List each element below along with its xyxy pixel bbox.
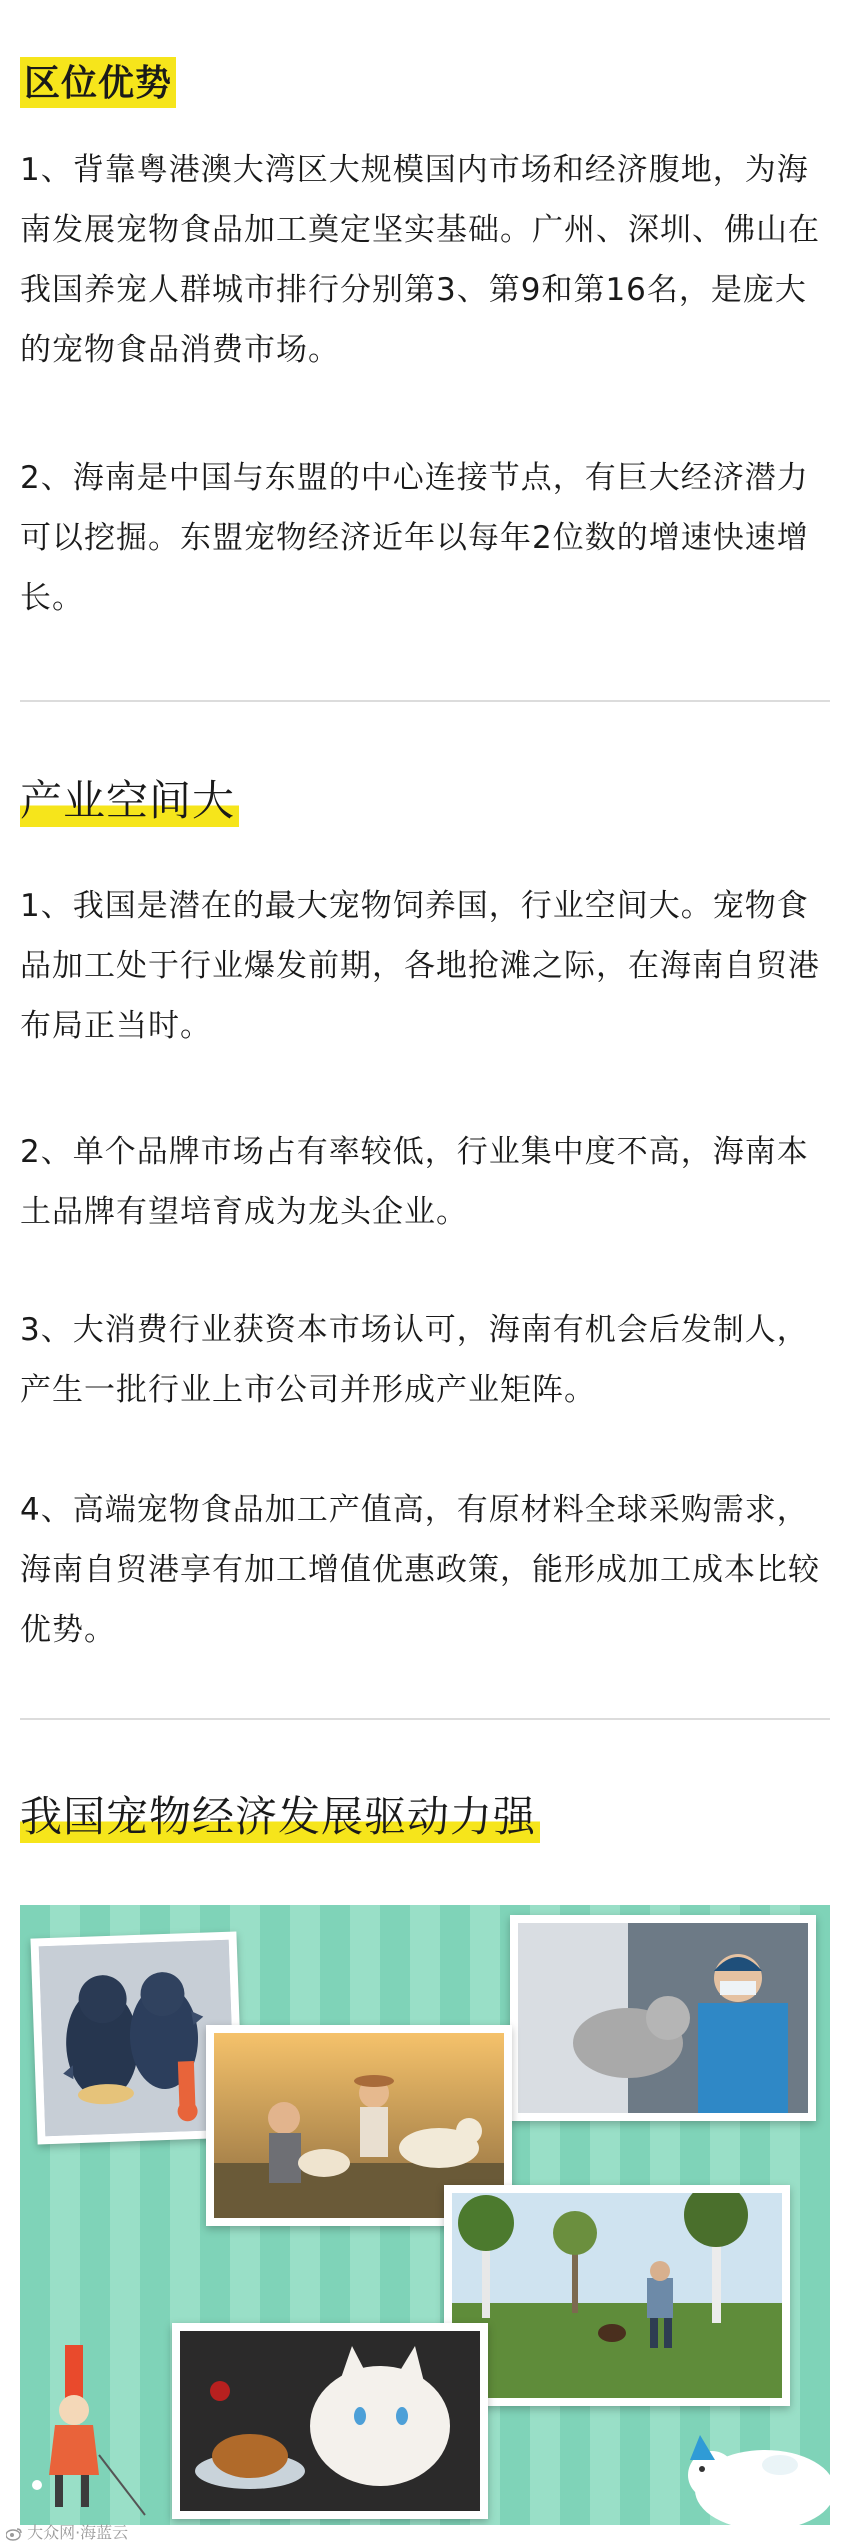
photo-cat-mooncake bbox=[172, 2323, 488, 2519]
section-title-location bbox=[20, 63, 176, 104]
watermark-text: 大众网·海蓝云 bbox=[27, 2523, 129, 2542]
cartoon-bear-illustration bbox=[660, 2405, 830, 2525]
paragraph: 3、大消费行业获资本市场认可，海南有机会后发制人，产生一批行业上市公司并形成产业矩阵。 bbox=[20, 1312, 809, 1408]
weibo-logo-icon bbox=[6, 2527, 22, 2541]
watermark bbox=[6, 2520, 128, 2543]
paragraph: 1、背靠粤港澳大湾区大规模国内市场和经济腹地，为海南发展宠物食品加工奠定坚实基础。广州、深圳、佛山在我国养宠人群城市排行分别第3、第9和第16名，是庞大的宠物食品消费市场。 bbox=[20, 152, 820, 368]
pet-economy-illustration bbox=[20, 1905, 830, 2525]
section-title-drivers bbox=[20, 1792, 540, 1841]
photo-park-dog bbox=[444, 2185, 790, 2406]
section-title-text: 我国宠物经济发展驱动力强 bbox=[20, 1792, 540, 1843]
section-title-industry bbox=[20, 776, 239, 825]
paragraph: 4、高端宠物食品加工产值高，有原材料全球采购需求，海南自贸港享有加工增值优惠政策，能形成加工成本比较优势。 bbox=[20, 1492, 820, 1648]
section-divider bbox=[20, 700, 830, 702]
section-title-text: 区位优势 bbox=[20, 57, 176, 108]
paragraph: 1、我国是潜在的最大宠物饲养国，行业空间大。宠物食品加工处于行业爆发前期，各地抢滩之际，在海南自贸港布局正当时。 bbox=[20, 888, 820, 1044]
paragraph: 2、海南是中国与东盟的中心连接节点，有巨大经济潜力可以挖掘。东盟宠物经济近年以每年2位数的增速快速增长。 bbox=[20, 460, 809, 616]
paragraph: 2、单个品牌市场占有率较低，行业集中度不高，海南本土品牌有望培育成为龙头企业。 bbox=[20, 1134, 809, 1230]
section-divider bbox=[20, 1718, 830, 1720]
photo-vet-cat bbox=[510, 1915, 816, 2121]
cartoon-boy-illustration bbox=[25, 2345, 155, 2525]
section-title-text: 产业空间大 bbox=[20, 776, 239, 827]
